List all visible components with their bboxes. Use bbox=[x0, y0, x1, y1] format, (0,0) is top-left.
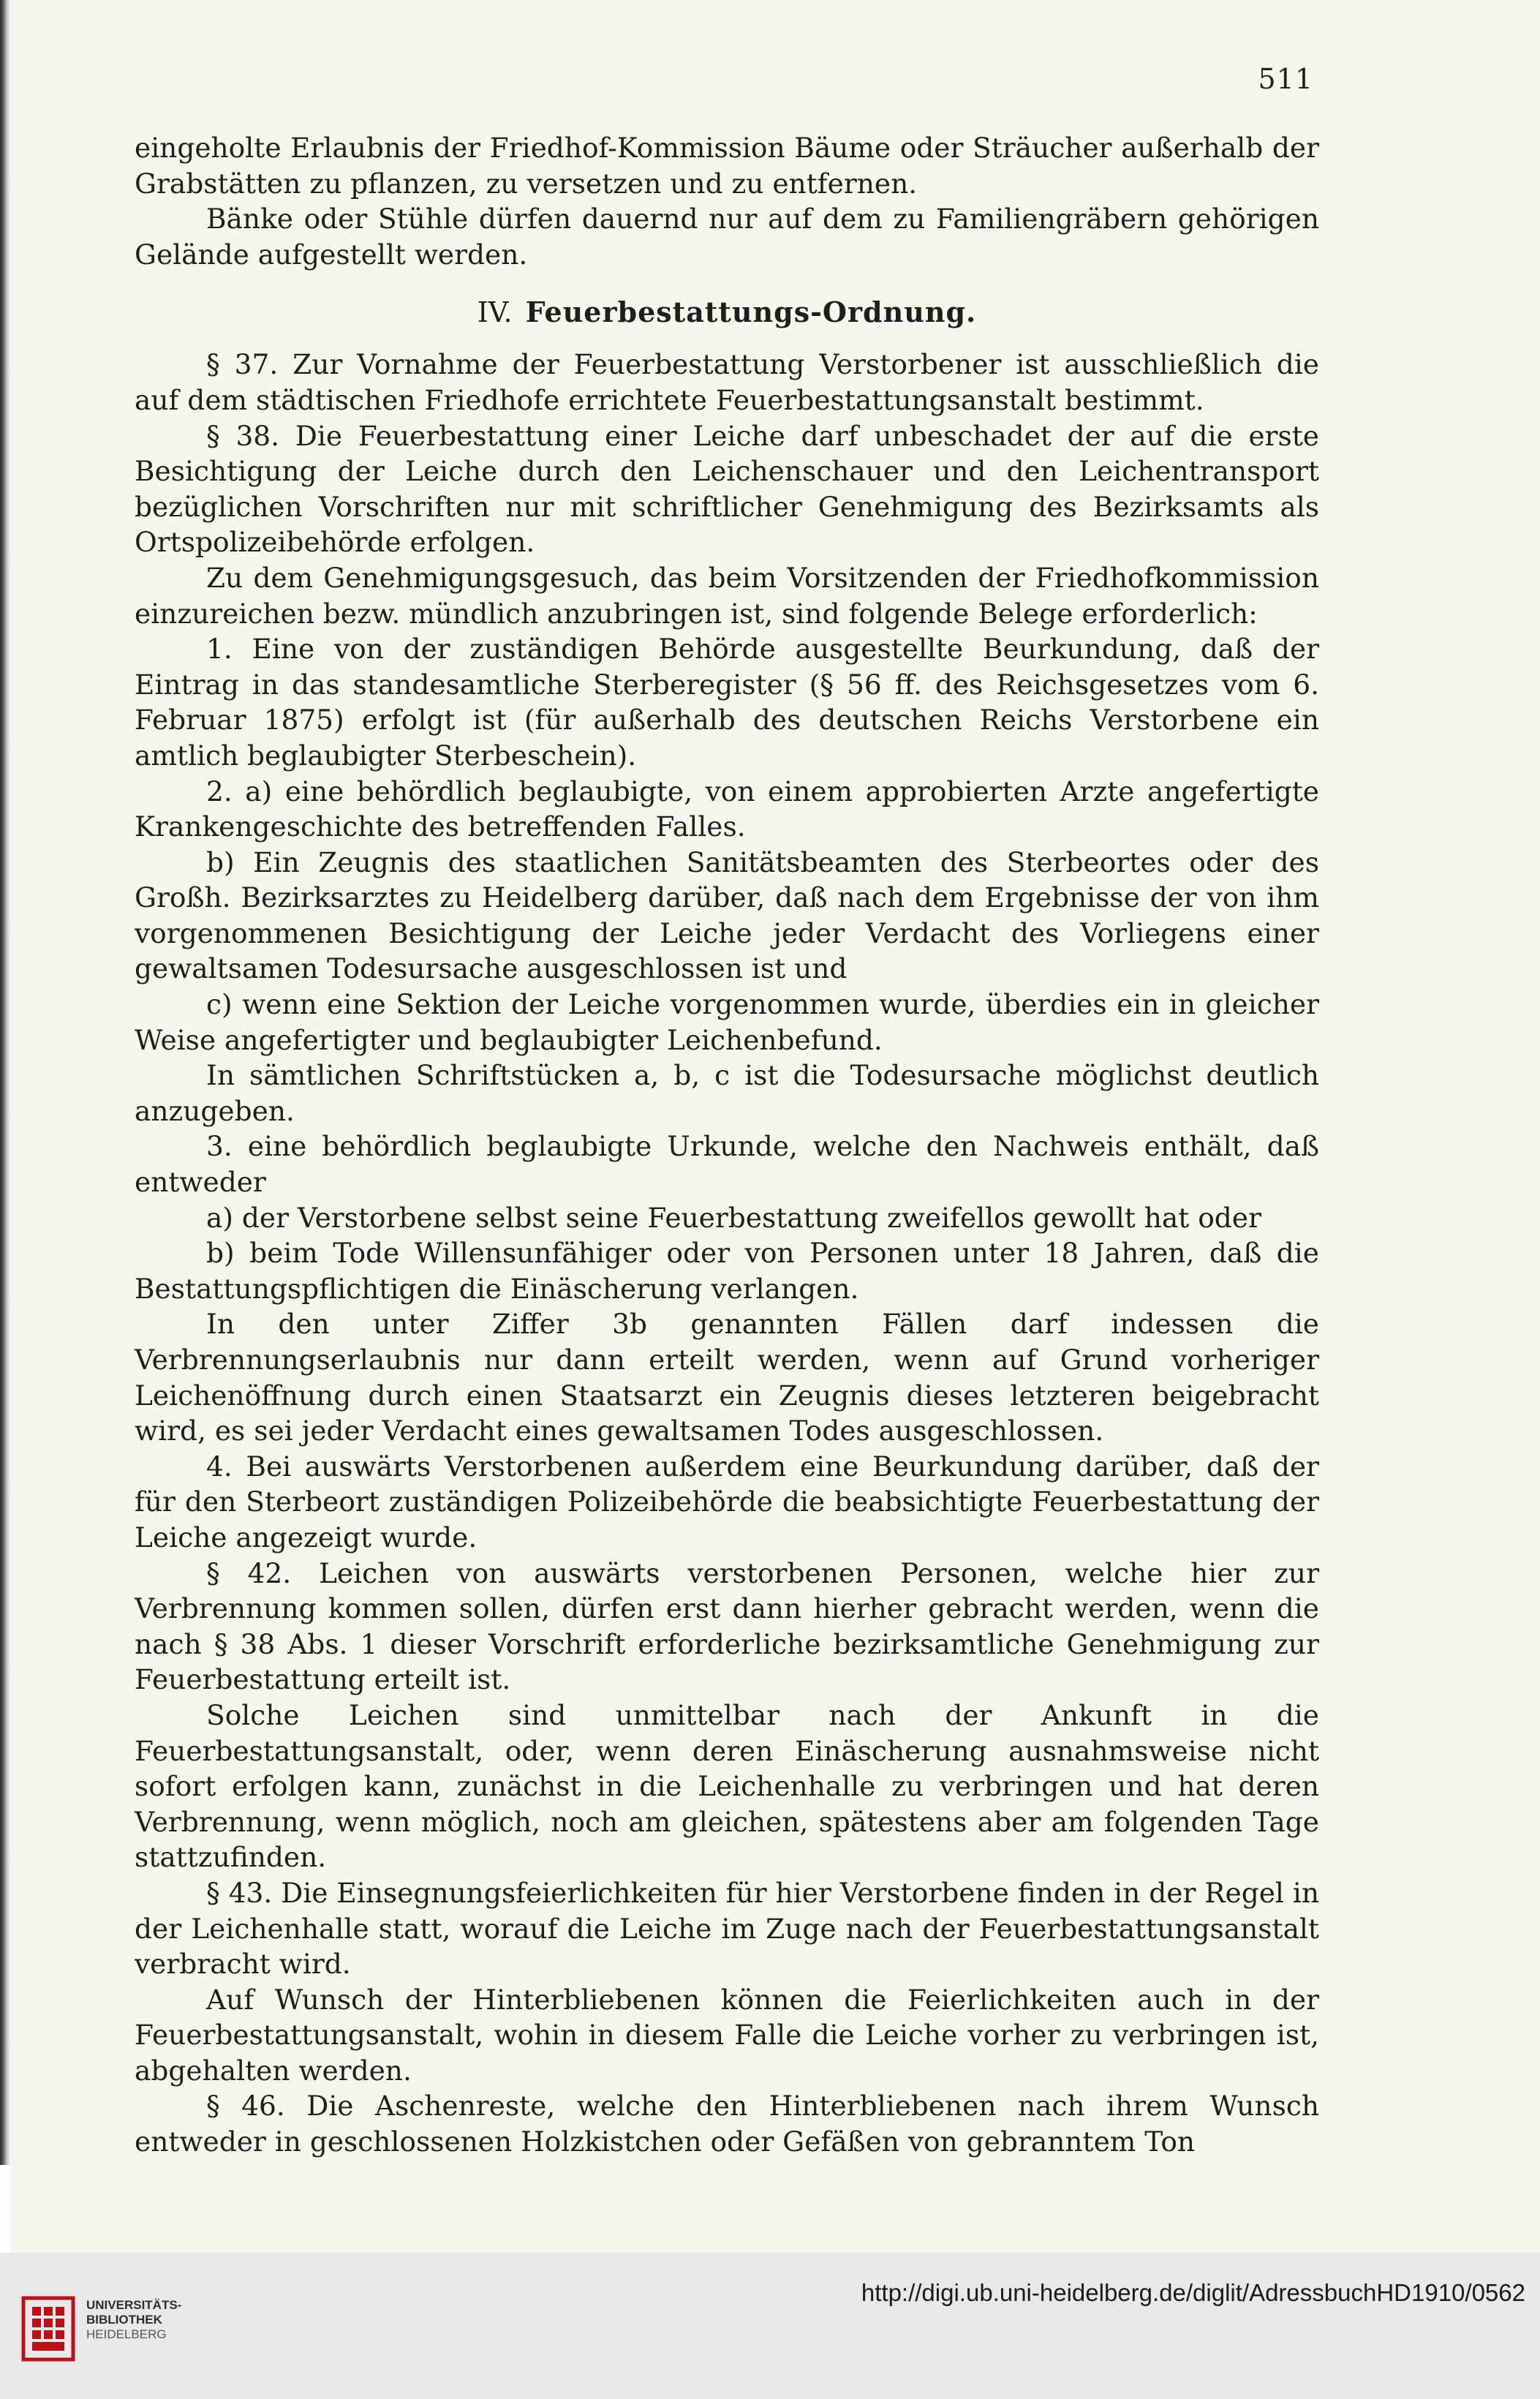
paragraph: In den unter Ziffer 3b genannten Fällen darf indessen die Verbrennungserlaubnis nur dann erteilt werden, wenn auf Grund vorheriger Leichenöffnung durch einen Staatsarzt ein Zeugnis dieses letzteren beigebracht wird, es sei jeder Verdacht eines gewaltsamen Todes ausgeschlossen. bbox=[135, 1308, 1319, 1447]
page-number: 511 bbox=[1258, 63, 1313, 95]
paragraph: Auf Wunsch der Hinterbliebenen können die Feierlichkeiten auch in der Feuerbestattungsanstalt, wohin in diesem Falle die Leiche vorher zu verbringen ist, abgehalten werden. bbox=[135, 1983, 1319, 2087]
source-url-link[interactable]: http://digi.ub.uni-heidelberg.de/diglit/AdressbuchHD1910/0562 bbox=[861, 2279, 1525, 2306]
document-page bbox=[10, 0, 1540, 2253]
paragraph-section-43: § 43. Die Einsegnungsfeierlichkeiten für hier Verstorbene finden in der Regel in der Leichenhalle statt, worauf die Leiche im Zuge nach der Feuerbestattungsanstalt verbracht wird. bbox=[135, 1876, 1319, 1981]
section-heading bbox=[135, 294, 1319, 331]
list-item: 2. a) eine behördlich beglaubigte, von einem approbierten Arzte angefertigte Krankengeschichte des betreffenden Falles. bbox=[135, 775, 1319, 843]
list-item: 3. eine behördlich beglaubigte Urkunde, welche den Nachweis enthält, daß entweder bbox=[135, 1130, 1319, 1199]
library-name-line-1: UNIVERSITÄTS- bbox=[86, 2298, 182, 2312]
paragraph: eingeholte Erlaubnis der Friedhof-Kommission Bäume oder Sträucher außerhalb der Grabstätten zu pflanzen, zu versetzen und zu entfernen. bbox=[135, 132, 1319, 200]
section-title: Feuerbestattungs-Ordnung. bbox=[525, 295, 977, 329]
footer-bar bbox=[0, 2253, 1540, 2399]
paragraph: Bänke oder Stühle dürfen dauernd nur auf dem zu Familiengräbern gehörigen Gelände aufgestellt werden. bbox=[135, 203, 1319, 271]
paragraph: Solche Leichen sind unmittelbar nach der Ankunft in die Feuerbestattungsanstalt, oder, wenn deren Einäscherung ausnahmsweise nicht sofort erfolgen kann, zunächst in die Leichenhalle zu verbringen und hat deren Verbrennung, wenn möglich, noch am gleichen, spätestens aber am folgenden Tage stattzufinden. bbox=[135, 1698, 1319, 1874]
list-item: c) wenn eine Sektion der Leiche vorgenommen wurde, überdies ein in gleicher Weise angefertigter und beglaubigter Leichenbefund. bbox=[135, 988, 1319, 1056]
library-name-line-2: BIBLIOTHEK bbox=[86, 2313, 162, 2327]
list-item: 1. Eine von der zuständigen Behörde ausgestellte Beurkundung, daß der Eintrag in das standesamtliche Sterberegister (§ 56 ff. des Reichsgesetzes vom 6. Februar 1875) erfolgt ist (für außerhalb des deutschen Reichs Verstorbene ein amtlich beglaubigter Sterbeschein). bbox=[135, 633, 1319, 772]
list-item: 4. Bei auswärts Verstorbenen außerdem eine Beurkundung darüber, daß der für den Sterbeort zuständigen Polizeibehörde die beabsichtigte Feuerbestattung der Leiche angezeigt wurde. bbox=[135, 1450, 1319, 1553]
paragraph: Zu dem Genehmigungsgesuch, das beim Vorsitzenden der Friedhofkommission einzureichen bezw. mündlich anzubringen ist, sind folgende Belege erforderlich: bbox=[135, 561, 1319, 630]
list-item: b) beim Tode Willensunfähiger oder von Personen unter 18 Jahren, daß die Bestattungspflichtigen die Einäscherung verlangen. bbox=[135, 1237, 1319, 1305]
university-library-logo-icon bbox=[19, 2294, 78, 2364]
paragraph: In sämtlichen Schriftstücken a, b, c ist die Todesursache möglichst deutlich anzugeben. bbox=[135, 1059, 1319, 1127]
library-name-line-3: HEIDELBERG bbox=[86, 2327, 167, 2341]
scan-edge bbox=[0, 0, 10, 2165]
paragraph-section-37: § 37. Zur Vornahme der Feuerbestattung Verstorbener ist ausschließlich die auf dem städtischen Friedhofe errichtete Feuerbestattungsanstalt bestimmt. bbox=[135, 348, 1319, 416]
paragraph-section-38: § 38. Die Feuerbestattung einer Leiche darf unbeschadet der auf die erste Besichtigung der Leiche durch den Leichenschauer und den Leichentransport bezüglichen Vorschriften nur mit schriftlicher Genehmigung des Bezirksamts als Ortspolizeibehörde erfolgen. bbox=[135, 419, 1319, 559]
paragraph-section-42: § 42. Leichen von auswärts verstorbenen Personen, welche hier zur Verbrennung kommen sollen, dürfen erst dann hierher gebracht werden, wenn die nach § 38 Abs. 1 dieser Vorschrift erforderliche bezirksamtliche Genehmigung zur Feuerbestattung erteilt ist. bbox=[135, 1556, 1319, 1696]
section-numeral: IV. bbox=[477, 296, 513, 329]
paragraph-section-46: § 46. Die Aschenreste, welche den Hinterbliebenen nach ihrem Wunsch entweder in geschlossenen Holzkistchen oder Gefäßen von gebranntem Ton bbox=[135, 2090, 1319, 2158]
list-item: b) Ein Zeugnis des staatlichen Sanitätsbeamten des Sterbeortes oder des Großh. Bezirksarztes zu Heidelberg darüber, daß nach dem Ergebnisse der von ihm vorgenommenen Besichtigung der Leiche jeder Verdacht des Vorliegens einer gewaltsamen Todesursache ausgeschlossen ist und bbox=[135, 846, 1319, 985]
body-text bbox=[135, 130, 1319, 2160]
library-name bbox=[86, 2298, 181, 2342]
list-item: a) der Verstorbene selbst seine Feuerbestattung zweifellos gewollt hat oder bbox=[206, 1201, 1261, 1234]
